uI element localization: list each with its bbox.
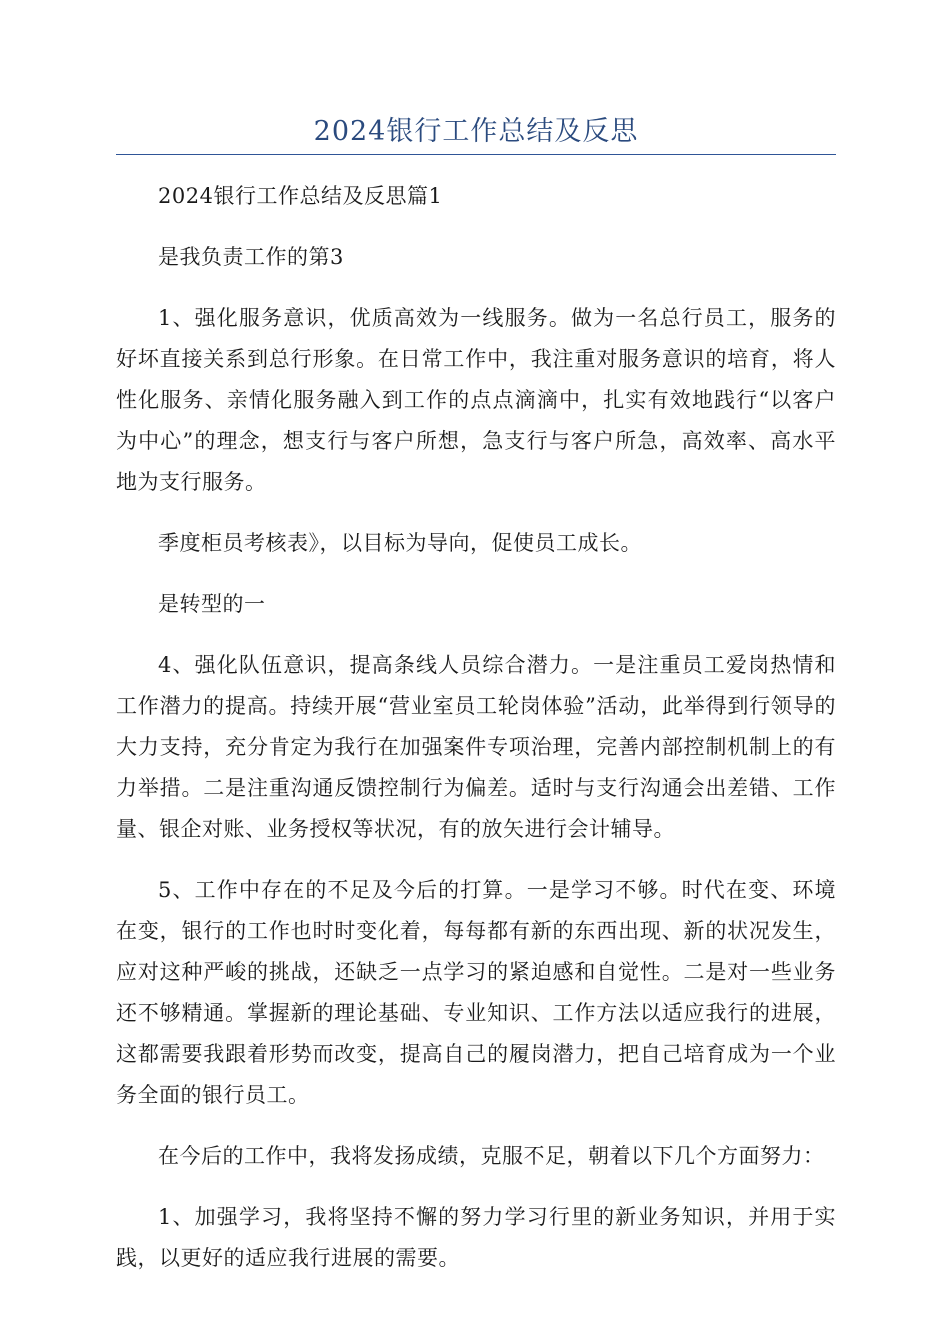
- section-heading: 2024银行工作总结及反思篇1: [158, 184, 443, 208]
- title-underline: [116, 154, 836, 155]
- paragraph: 1、强化服务意识，优质高效为一线服务。做为一名总行员工，服务的好坏直接关系到总行形象。在日常工作中，我注重对服务意识的培育，将人性化服务、亲情化服务融入到工作的点点滴滴中，扎实有效地践行“以客户为中心”的理念，想支行与客户所想，急支行与客户所急，高效率、高水平地为支行服务。: [116, 306, 836, 494]
- paragraph: 4、强化队伍意识，提高条线人员综合潜力。一是注重员工爱岗热情和工作潜力的提高。持续开展“营业室员工轮岗体验”活动，此举得到行领导的大力支持，充分肯定为我行在加强案件专项治理，完善内部控制机制上的有力举措。二是注重沟通反馈控制行为偏差。适时与支行沟通会出差错、工作量、银企对账、业务授权等状况，有的放矢进行会计辅导。: [116, 653, 836, 841]
- paragraph: 是转型的一: [158, 592, 266, 616]
- paragraph: 1、加强学习，我将坚持不懈的努力学习行里的新业务知识，并用于实践，以更好的适应我行进展的需要。: [116, 1205, 836, 1270]
- paragraph: 季度柜员考核表》，以目标为导向，促使员工成长。: [158, 531, 642, 555]
- document-body: [116, 176, 836, 1299]
- paragraph: 5、工作中存在的不足及今后的打算。一是学习不够。时代在变、环境在变，银行的工作也时时变化着，每每都有新的东西出现、新的状况发生，应对这种严峻的挑战，还缺乏一点学习的紧迫感和自觉性。二是对一些业务还不够精通。掌握新的理论基础、专业知识、工作方法以适应我行的进展，这都需要我跟着形势而改变，提高自己的履岗潜力，把自己培育成为一个业务全面的银行员工。: [116, 878, 836, 1107]
- paragraph: 在今后的工作中，我将发扬成绩，克服不足，朝着以下几个方面努力：: [158, 1144, 825, 1168]
- document-title: 2024银行工作总结及反思: [313, 116, 639, 147]
- paragraph: 是我负责工作的第3: [158, 245, 344, 269]
